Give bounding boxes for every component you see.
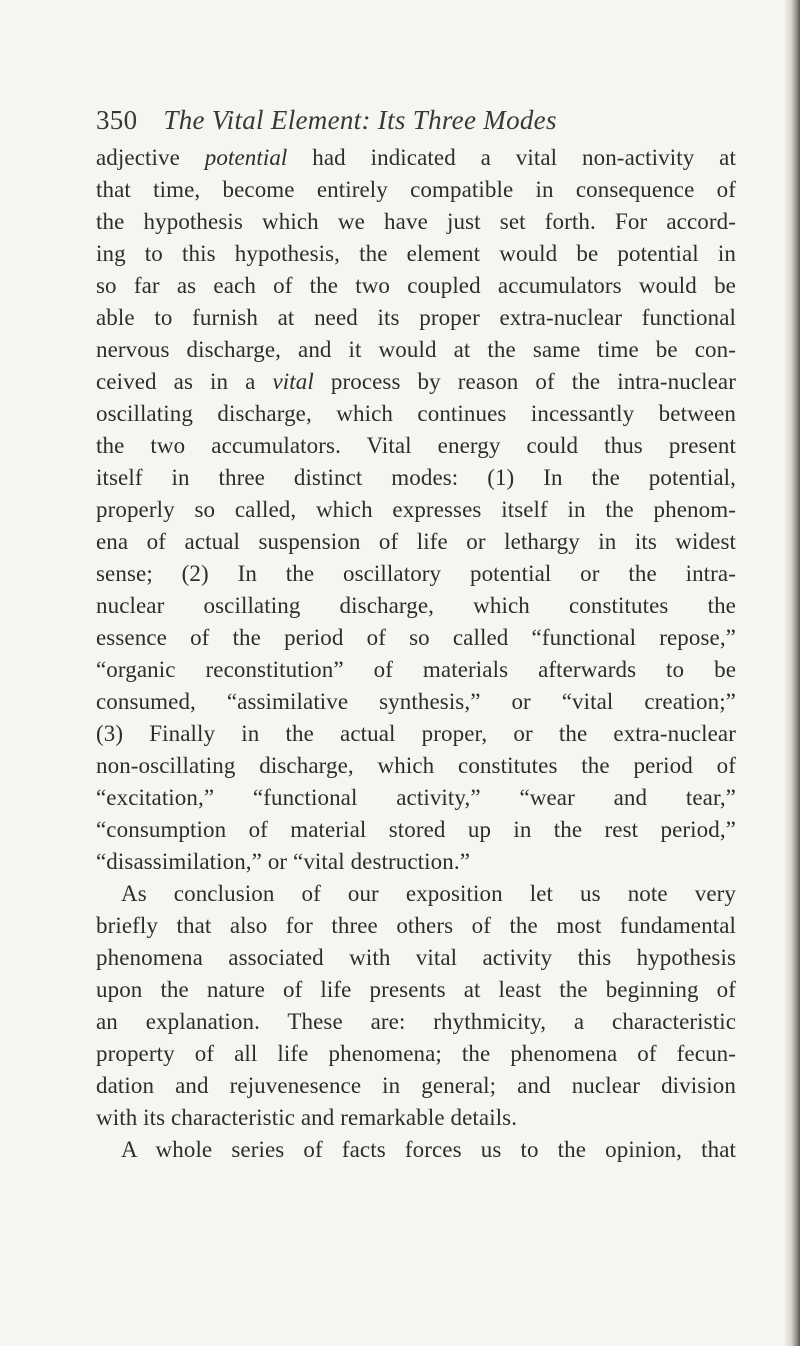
page-number: 350 [96,105,138,135]
text-segment: adjective [96,145,205,170]
text-segment: A whole series of facts forces us to the opinion, that [121,1137,736,1162]
text-line [96,206,736,238]
text-segment: had indicated a vital non-activity at [287,145,736,170]
text-segment: the two accumulators. Vital energy could thus present [96,433,736,458]
text-segment: “consumption of material stored up in the rest period,” [96,817,736,842]
text-line [96,366,736,398]
text-segment: able to furnish at need its proper extra-nuclear functional [96,305,736,330]
text-line [96,1102,736,1134]
text-line [96,782,736,814]
text-segment: ena of actual suspension of life or lethargy in its widest [96,529,736,554]
text-segment: phenomena associated with vital activity this hypothesis [96,945,736,970]
text-segment: (3) Finally in the actual proper, or the extra-nuclear [96,721,736,746]
text-line [96,718,736,750]
running-header [96,100,736,140]
text-line [96,270,736,302]
text-line [96,750,736,782]
text-segment: nervous discharge, and it would at the same time be con- [96,337,736,362]
text-line [96,654,736,686]
text-segment: “excitation,” “functional activity,” “wear and tear,” [96,785,736,810]
text-line [96,174,736,206]
body-text [96,142,736,1166]
text-segment: ing to this hypothesis, the element would be potential in [96,241,736,266]
text-segment: “organic reconstitution” of materials afterwards to be [96,657,736,682]
text-segment: “disassimilation,” or “vital destruction.” [96,849,471,874]
text-segment: briefly that also for three others of the most fundamental [96,913,736,938]
text-segment: As conclusion of our exposition let us note very [121,881,736,906]
text-line [96,814,736,846]
text-line [96,846,736,878]
text-segment: that time, become entirely compatible in consequence of [96,177,736,202]
italic-word: potential [204,145,288,170]
text-line [96,1038,736,1070]
text-line [96,974,736,1006]
italic-word: vital [272,369,314,394]
text-line [96,302,736,334]
text-line [96,462,736,494]
text-segment: an explanation. These are: rhythmicity, a characteristic [96,1009,736,1034]
text-segment: properly so called, which expresses itself in the phenom- [96,497,736,522]
text-segment: oscillating discharge, which continues incessantly between [96,401,736,426]
text-segment: dation and rejuvenesence in general; and nuclear division [96,1073,736,1098]
text-line [96,334,736,366]
text-segment: nuclear oscillating discharge, which constitutes the [96,593,736,618]
text-segment: itself in three distinct modes: (1) In the potential, [96,465,736,490]
text-line [96,526,736,558]
text-line [96,494,736,526]
text-line [96,622,736,654]
text-line [96,1006,736,1038]
text-segment: process by reason of the intra-nuclear [313,369,736,394]
text-line [96,398,736,430]
text-segment: upon the nature of life presents at least the beginning of [96,977,736,1002]
text-segment: ceived as in a [96,369,273,394]
page-edge-shadow [784,0,800,1346]
text-line [96,1134,736,1166]
running-title: The Vital Element: Its Three Modes [163,105,557,135]
text-segment: the hypothesis which we have just set forth. For accord- [96,209,736,234]
text-segment: so far as each of the two coupled accumulators would be [96,273,736,298]
text-line [96,910,736,942]
text-line [96,238,736,270]
text-segment: consumed, “assimilative synthesis,” or “vital creation;” [96,689,736,714]
text-segment: sense; (2) In the oscillatory potential or the intra- [96,561,736,586]
text-segment: essence of the period of so called “functional repose,” [96,625,736,650]
text-line [96,142,736,174]
text-line [96,590,736,622]
text-line [96,878,736,910]
text-line [96,430,736,462]
text-segment: property of all life phenomena; the phenomena of fecun- [96,1041,736,1066]
text-segment: non-oscillating discharge, which constitutes the period of [96,753,736,778]
text-line [96,686,736,718]
text-line [96,942,736,974]
text-line [96,1070,736,1102]
text-line [96,558,736,590]
text-segment: with its characteristic and remarkable details. [96,1105,518,1130]
